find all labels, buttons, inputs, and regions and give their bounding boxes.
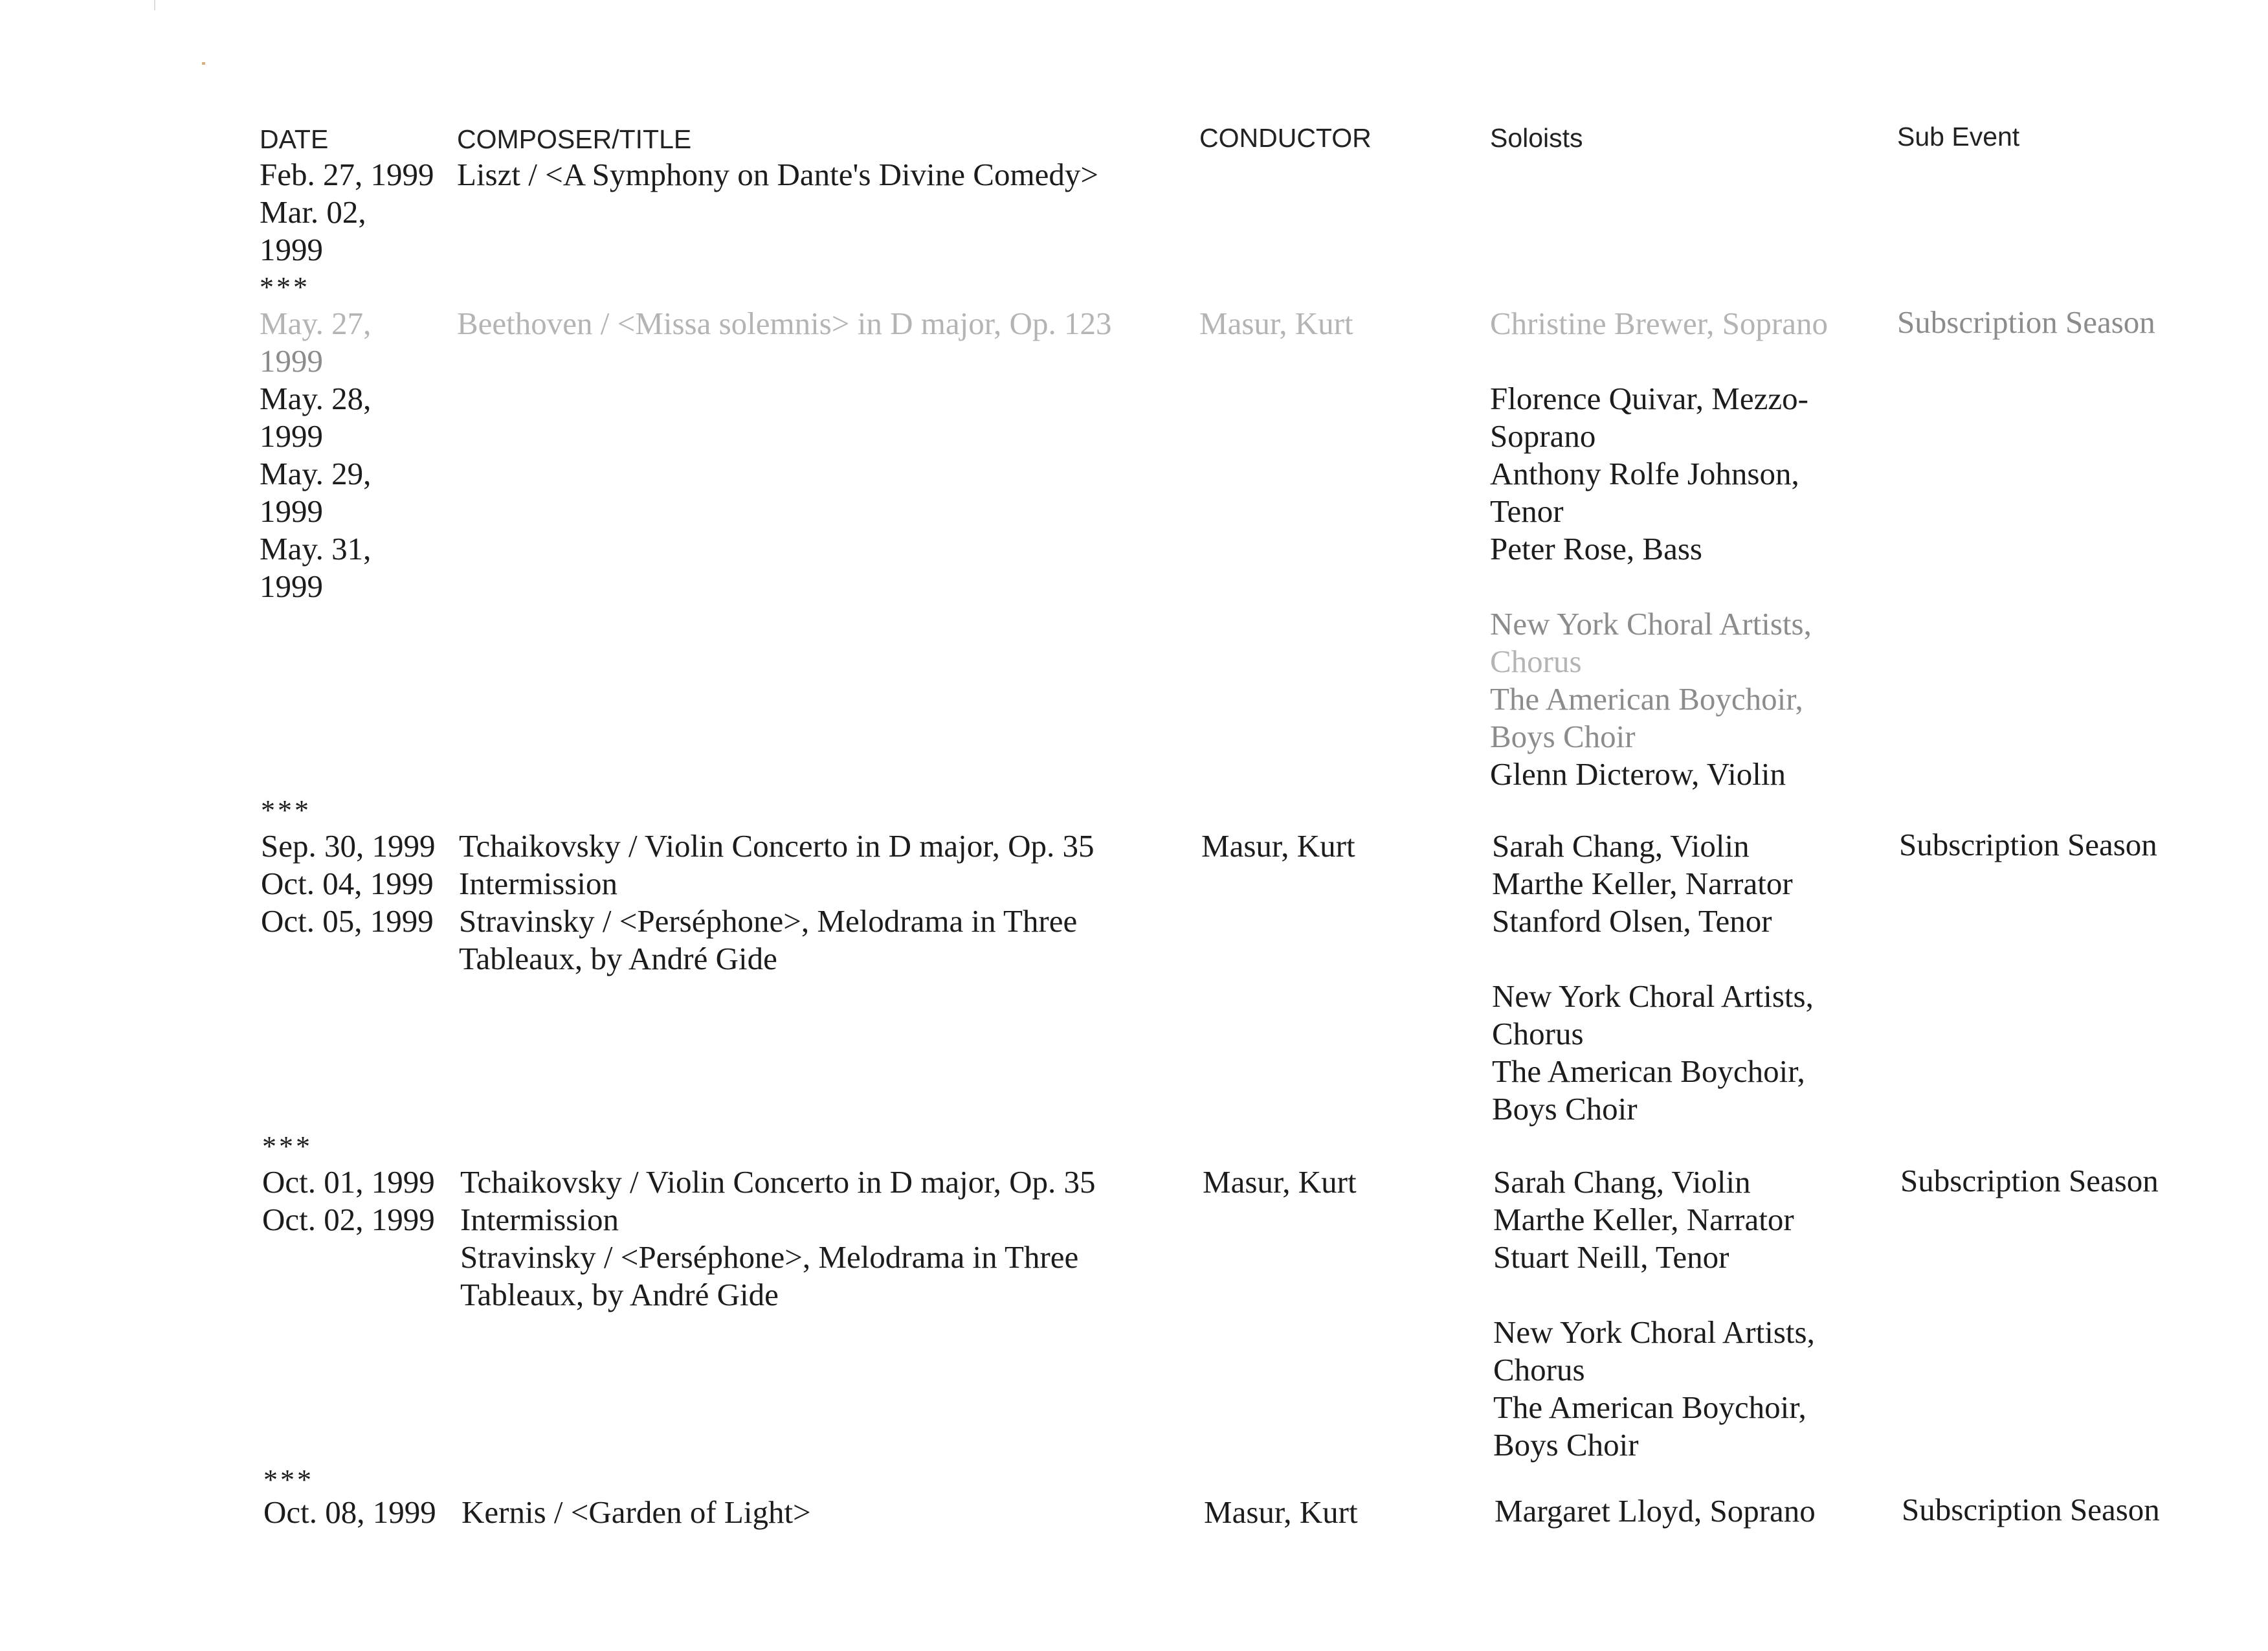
entry-work: Intermission xyxy=(459,866,617,901)
scan-speck xyxy=(202,62,205,65)
entry-work: Stravinsky / <Perséphone>, Melodrama in Three xyxy=(460,1239,1079,1275)
entry-separator: *** xyxy=(263,1464,314,1496)
entry-date: Oct. 02, 1999 xyxy=(262,1202,435,1237)
entry-sub-event: Subscription Season xyxy=(1897,304,2155,340)
entry-date: Feb. 27, 1999 xyxy=(260,157,434,192)
entry-sub-event: Subscription Season xyxy=(1899,827,2157,862)
entry-soloist: Christine Brewer, Soprano xyxy=(1490,306,1828,341)
entry-work: Liszt / <A Symphony on Dante's Divine Comedy> xyxy=(457,157,1098,192)
header-sub-event: Sub Event xyxy=(1897,122,2020,152)
entry-soloist: Marthe Keller, Narrator xyxy=(1493,1202,1794,1237)
entry-work: Tchaikovsky / Violin Concerto in D major, Op. 35 xyxy=(460,1164,1096,1200)
header-date: DATE xyxy=(260,124,329,154)
entry-date: 1999 xyxy=(260,568,323,604)
entry-soloist: Boys Choir xyxy=(1490,719,1636,754)
entry-soloist: Anthony Rolfe Johnson, xyxy=(1490,456,1799,491)
entry-soloist: Tenor xyxy=(1490,493,1564,529)
entry-soloist: Soprano xyxy=(1490,418,1596,454)
entry-work: Tchaikovsky / Violin Concerto in D major, Op. 35 xyxy=(459,828,1095,864)
entry-soloist: Stanford Olsen, Tenor xyxy=(1492,903,1772,939)
entry-conductor: Masur, Kurt xyxy=(1204,1494,1358,1530)
entry-sub-event: Subscription Season xyxy=(1900,1163,2159,1198)
entry-soloist: Sarah Chang, Violin xyxy=(1493,1164,1751,1200)
entry-soloist: Margaret Lloyd, Soprano xyxy=(1495,1493,1816,1529)
entry-soloist: Chorus xyxy=(1493,1352,1585,1387)
entry-date: May. 31, xyxy=(260,531,372,567)
scan-mark xyxy=(154,0,155,10)
entry-soloist: Boys Choir xyxy=(1493,1427,1639,1463)
entry-date: May. 28, xyxy=(260,381,372,416)
entry-work: Tableaux, by André Gide xyxy=(459,941,777,976)
entry-date: May. 27, xyxy=(260,306,372,341)
header-conductor: CONDUCTOR xyxy=(1199,123,1372,153)
entry-date: Sep. 30, 1999 xyxy=(261,828,436,864)
entry-soloist: Peter Rose, Bass xyxy=(1490,531,1702,567)
entry-conductor: Masur, Kurt xyxy=(1203,1164,1357,1200)
entry-work: Tableaux, by André Gide xyxy=(460,1277,779,1312)
entry-separator: *** xyxy=(262,1130,313,1162)
entry-soloist: Florence Quivar, Mezzo- xyxy=(1490,381,1808,416)
entry-date: 1999 xyxy=(260,418,323,454)
entry-conductor: Masur, Kurt xyxy=(1199,306,1353,341)
entry-date: Oct. 05, 1999 xyxy=(261,903,434,939)
header-composer-title: COMPOSER/TITLE xyxy=(457,124,692,154)
entry-work: Stravinsky / <Perséphone>, Melodrama in Three xyxy=(459,903,1078,939)
entry-separator: *** xyxy=(261,794,311,826)
entry-date: 1999 xyxy=(260,232,323,267)
entry-date: May. 29, xyxy=(260,456,372,491)
entry-sub-event: Subscription Season xyxy=(1902,1492,2160,1527)
entry-soloist: The American Boychoir, xyxy=(1492,1053,1805,1089)
entry-date: 1999 xyxy=(260,493,323,529)
entry-date: Oct. 01, 1999 xyxy=(262,1164,435,1200)
entry-separator: *** xyxy=(260,271,310,303)
entry-date: Oct. 08, 1999 xyxy=(263,1494,436,1530)
entry-soloist: Chorus xyxy=(1492,1016,1584,1051)
entry-soloist: New York Choral Artists, xyxy=(1492,978,1814,1014)
entry-soloist: Chorus xyxy=(1490,644,1582,679)
entry-soloist: The American Boychoir, xyxy=(1493,1389,1807,1425)
entry-soloist: Sarah Chang, Violin xyxy=(1492,828,1750,864)
entry-soloist: New York Choral Artists, xyxy=(1490,606,1812,642)
entry-date: Oct. 04, 1999 xyxy=(261,866,434,901)
entry-soloist: The American Boychoir, xyxy=(1490,681,1803,717)
entry-soloist: Stuart Neill, Tenor xyxy=(1493,1239,1729,1275)
header-soloists: Soloists xyxy=(1490,123,1583,153)
entry-soloist: Boys Choir xyxy=(1492,1091,1638,1127)
entry-conductor: Masur, Kurt xyxy=(1201,828,1355,864)
entry-work: Kernis / <Garden of Light> xyxy=(461,1494,811,1530)
entry-soloist: New York Choral Artists, xyxy=(1493,1314,1815,1350)
entry-work: Intermission xyxy=(460,1202,619,1237)
entry-soloist: Marthe Keller, Narrator xyxy=(1492,866,1793,901)
entry-date: 1999 xyxy=(260,343,323,379)
entry-work: Beethoven / <Missa solemnis> in D major, Op. 123 xyxy=(457,306,1112,341)
entry-date: Mar. 02, xyxy=(260,194,366,230)
entry-soloist: Glenn Dicterow, Violin xyxy=(1490,756,1786,792)
